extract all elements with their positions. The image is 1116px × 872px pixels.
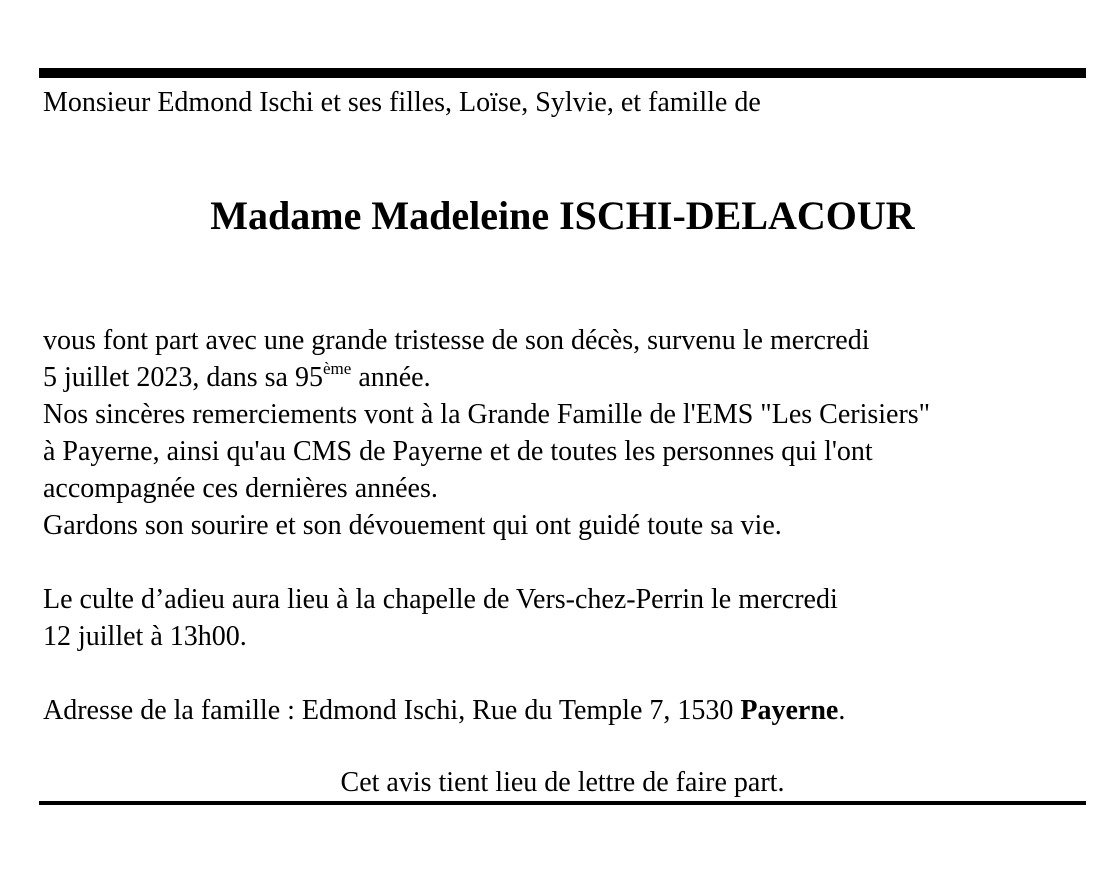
thanks-line-1: Nos sincères remerciements vont à la Grande Famille de l'EMS "Les Cerisiers": [43, 399, 931, 430]
closing-note: Cet avis tient lieu de lettre de faire part.: [340, 767, 785, 798]
ordinal-suffix: ème: [322, 358, 352, 378]
announcement-line-1: vous font part avec une grande tristesse de son décès, survenu le mercredi: [43, 325, 870, 356]
deceased-name: Madame Madeleine ISCHI-DELACOUR: [210, 193, 915, 238]
service-line-2: 12 juillet à 13h00.: [43, 621, 247, 652]
bottom-rule: [39, 801, 1086, 805]
thanks-line-3: accompagnée ces dernières années.: [43, 473, 438, 504]
family-address: [43, 692, 845, 729]
top-rule: [39, 68, 1086, 78]
announcement-year-word: année.: [351, 362, 431, 393]
intro-line: Monsieur Edmond Ischi et ses filles, Loïse, Sylvie, et famille de: [43, 87, 761, 118]
address-text: Adresse de la famille : Edmond Ischi, Rue du Temple 7, 1530: [43, 695, 741, 726]
announcement-line-2: [43, 359, 431, 396]
memory-line: Gardons son sourire et son dévouement qui ont guidé toute sa vie.: [43, 510, 782, 541]
service-line-1: Le culte d’adieu aura lieu à la chapelle de Vers-chez-Perrin le mercredi: [43, 584, 838, 615]
thanks-line-2: à Payerne, ainsi qu'au CMS de Payerne et de toutes les personnes qui l'ont: [43, 436, 873, 467]
announcement-date-age: 5 juillet 2023, dans sa 95: [43, 362, 323, 393]
address-period: .: [838, 695, 846, 726]
address-city: Payerne: [740, 695, 839, 726]
